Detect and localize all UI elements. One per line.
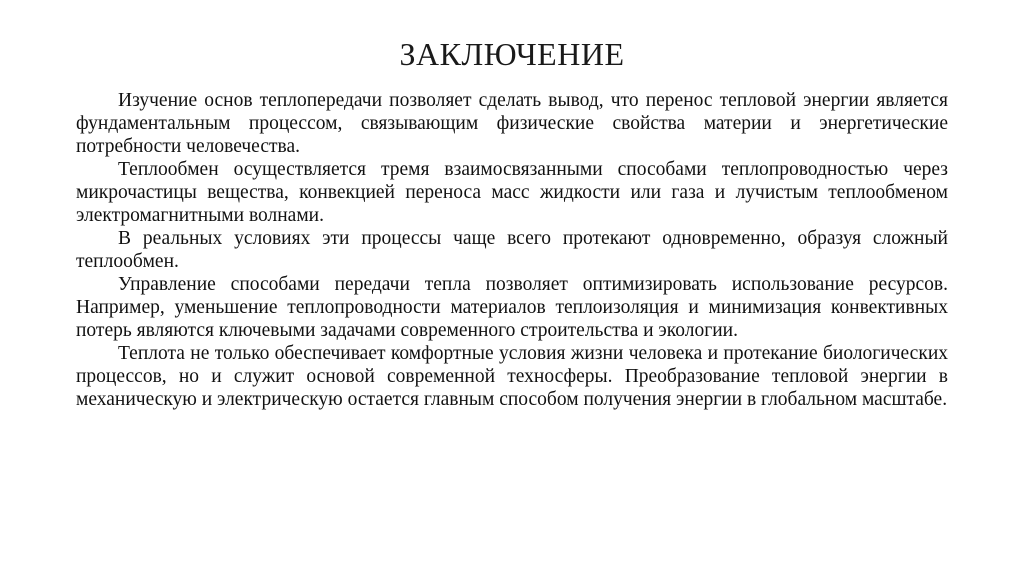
slide-body bbox=[76, 89, 948, 411]
paragraph-heat-management: Управление способами передачи тепла позволяет оптимизировать использование ресурсов. Например, уменьшение теплопроводности материалов теплоизоляция и минимизация конвективных потерь являются ключевыми задачами современного строительства и экологии. bbox=[76, 274, 948, 341]
paragraph-heat-exchange-modes: Теплообмен осуществляется тремя взаимосвязанными способами теплопроводностью через микрочастицы вещества, конвекцией переноса масс жидкости или газа и лучистым теплообменом электромагнитными волнами. bbox=[76, 159, 948, 226]
paragraph-complex-heat-exchange: В реальных условиях эти процессы чаще всего протекают одновременно, образуя сложный теплообмен. bbox=[76, 228, 948, 272]
paragraph-heat-role: Теплота не только обеспечивает комфортные условия жизни человека и протекание биологических процессов, но и служит основой современной техносферы. Преобразование тепловой энергии в механическую и электрическую остается главным способом получения энергии в глобальном масштабе. bbox=[76, 343, 948, 410]
paragraph-heat-transfer-study: Изучение основ теплопередачи позволяет сделать вывод, что перенос тепловой энергии является фундаментальным процессом, связывающим физические свойства материи и энергетические потребности человечества. bbox=[76, 90, 948, 157]
slide-title: ЗАКЛЮЧЕНИЕ bbox=[399, 36, 625, 72]
